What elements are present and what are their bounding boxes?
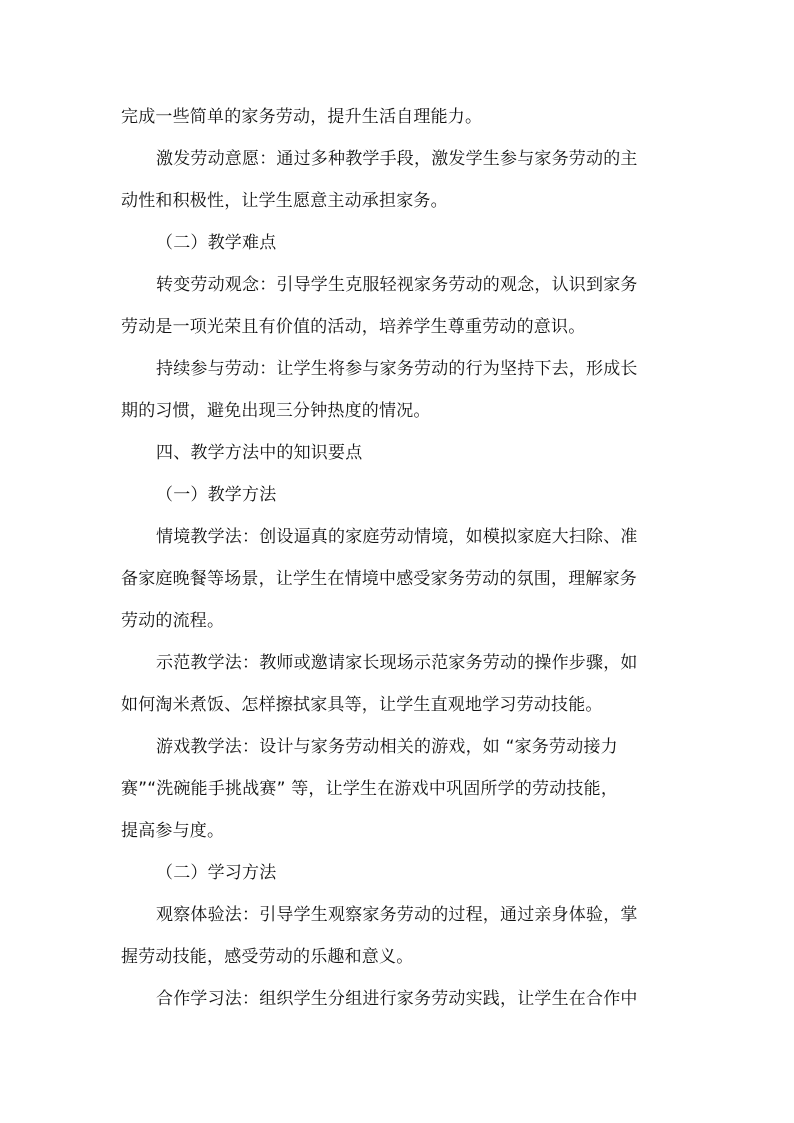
body-text-line: 期的习惯，避免出现三分钟热度的情况。	[121, 401, 431, 421]
section-heading: 四、教学方法中的知识要点	[156, 443, 363, 463]
body-text-line: 观察体验法：引导学生观察家务劳动的过程，通过亲身体验，掌	[156, 905, 638, 925]
body-text-line: 劳动的流程。	[121, 611, 225, 631]
body-text-line: 游戏教学法：设计与家务劳动相关的游戏，如 “家务劳动接力	[156, 737, 618, 757]
body-text-line: 完成一些简单的家务劳动，提升生活自理能力。	[121, 107, 483, 127]
section-heading: （二）学习方法	[156, 863, 277, 883]
body-text-line: 持续参与劳动：让学生将参与家务劳动的行为坚持下去，形成长	[156, 359, 638, 379]
body-text-line: 劳动是一项光荣且有价值的活动，培养学生尊重劳动的意识。	[121, 317, 586, 337]
body-text-line: 备家庭晚餐等场景，让学生在情境中感受家务劳动的氛围，理解家务	[121, 569, 637, 589]
body-text-line: 动性和积极性，让学生愿意主动承担家务。	[121, 191, 448, 211]
body-text-line: 提高参与度。	[121, 821, 225, 841]
body-text-line: 激发劳动意愿：通过多种教学手段，激发学生参与家务劳动的主	[156, 149, 638, 169]
body-text-line: 赛”“洗碗能手挑战赛” 等，让学生在游戏中巩固所学的劳动技能，	[121, 779, 619, 799]
body-text-line: 如何淘米煮饭、怎样擦拭家具等，让学生直观地学习劳动技能。	[121, 695, 603, 715]
body-text-line: 握劳动技能，感受劳动的乐趣和意义。	[121, 947, 414, 967]
body-text-line: 示范教学法：教师或邀请家长现场示范家务劳动的操作步骤，如	[156, 653, 638, 673]
body-text-line: 情境教学法：创设逼真的家庭劳动情境，如模拟家庭大扫除、准	[156, 527, 638, 547]
body-text-line: 合作学习法：组织学生分组进行家务劳动实践，让学生在合作中	[156, 989, 638, 1009]
section-heading: （二）教学难点	[156, 233, 277, 253]
section-heading: （一）教学方法	[156, 485, 277, 505]
body-text-line: 转变劳动观念：引导学生克服轻视家务劳动的观念，认识到家务	[156, 275, 638, 295]
